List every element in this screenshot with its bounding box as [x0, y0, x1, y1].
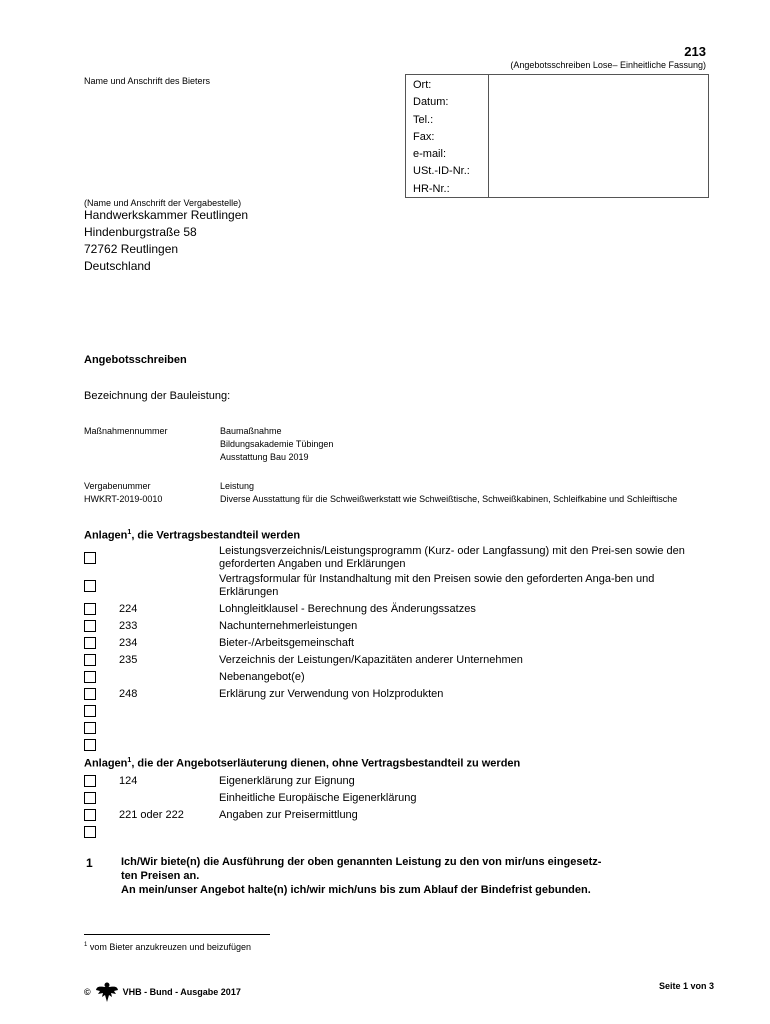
form-number-cell: 234 — [119, 637, 138, 649]
item-text: Nebenangebot(e) — [219, 671, 305, 683]
checkbox[interactable] — [84, 739, 96, 751]
massnahme-title: Baumaßnahme — [220, 426, 282, 436]
vergabe-block — [84, 480, 162, 506]
footnote-marker: 1 — [84, 942, 88, 948]
form-number-cell: 124 — [119, 775, 138, 787]
massnahme-block — [220, 425, 333, 464]
form-number-cell: 224 — [119, 603, 138, 615]
checkbox[interactable] — [84, 552, 96, 564]
checkbox[interactable] — [84, 671, 96, 683]
checkbox[interactable] — [84, 809, 96, 821]
item-text: Angaben zur Preisermittlung — [219, 809, 358, 821]
authority-line: Handwerkskammer Reutlingen — [84, 208, 249, 222]
contact-label-ustid: USt.-ID-Nr.: — [413, 165, 470, 178]
checkbox[interactable] — [84, 654, 96, 666]
checkbox[interactable] — [84, 826, 96, 838]
checkbox[interactable] — [84, 603, 96, 615]
item-text: Lohngleitklausel - Berechnung des Änderungssatzes — [219, 603, 476, 615]
form-number-cell: 248 — [119, 688, 138, 700]
footnote-text: vom Bieter anzukreuzen und beizufügen — [89, 942, 251, 952]
authority-line: 72762 Reutlingen — [84, 242, 179, 256]
declaration-line: Ich/Wir biete(n) die Ausführung der oben genannten Leistung zu den von mir/uns eingesetz- — [121, 856, 602, 868]
contact-label-tel: Tel.: — [413, 113, 434, 126]
footnote — [84, 942, 251, 952]
anlagen2-title — [84, 757, 520, 770]
vergabe-number: HWKRT-2019-0010 — [84, 494, 163, 504]
form-number: 213 — [684, 44, 706, 59]
leistung-text: Diverse Ausstattung für die Schweißwerkstatt wie Schweißtische, Schweißkabinen, Schleifkabine und Schleiftische — [220, 494, 678, 504]
checkbox[interactable] — [84, 792, 96, 804]
checkbox[interactable] — [84, 688, 96, 700]
declaration-text — [121, 855, 701, 897]
page-title: Angebotsschreiben — [84, 354, 187, 366]
checkbox[interactable] — [84, 580, 96, 592]
massnahme-line: Ausstattung Bau 2019 — [220, 452, 309, 462]
item-text: Vertragsformular für Instandhaltung mit den Preisen sowie den geforderten Anga-ben und Erklärungen — [219, 573, 655, 598]
declaration-line: An mein/unser Angebot halte(n) ich/wir mich/uns bis zum Ablauf der Bindefrist gebunden. — [121, 884, 591, 896]
footnote-divider — [84, 934, 270, 935]
item-text: Einheitliche Europäische Eigenerklärung — [219, 792, 417, 804]
authority-line: Hindenburgstraße 58 — [84, 225, 197, 239]
checkbox[interactable] — [84, 620, 96, 632]
contact-label-datum: Datum: — [413, 96, 449, 109]
copyright-sign: © — [84, 987, 91, 997]
anlagen2-footnote-ref: 1 — [127, 757, 132, 764]
massnahme-line: Bildungsakademie Tübingen — [220, 439, 334, 449]
leistung-block — [220, 480, 677, 506]
item-text: Leistungsverzeichnis/Leistungsprogramm (Kurz- oder Langfassung) mit den Prei-sen sowie den geforderten Angaben und Erklärungen — [219, 545, 685, 570]
anlagen2-title-text: Anlagen — [84, 757, 128, 770]
authority-address — [84, 207, 248, 275]
form-subtitle: (Angebotsschreiben Lose– Einheitliche Fassung) — [510, 60, 706, 70]
declaration-line: ten Preisen an. — [121, 870, 200, 882]
bidder-caption: Name und Anschrift des Bieters — [84, 76, 211, 86]
contact-box — [405, 74, 709, 198]
checkbox[interactable] — [84, 705, 96, 717]
authority-line: Deutschland — [84, 259, 151, 273]
vergabe-label: Vergabenummer — [84, 481, 151, 491]
contact-label-email: e-mail: — [413, 148, 447, 161]
declaration-number: 1 — [86, 856, 93, 870]
contact-divider — [488, 75, 489, 197]
massnahme-label: Maßnahmennummer — [84, 426, 168, 436]
federal-eagle-icon — [95, 981, 119, 1003]
authority-caption: (Name und Anschrift der Vergabestelle) — [84, 198, 242, 208]
bezeichnung-label: Bezeichnung der Bauleistung: — [84, 390, 231, 402]
anlagen1-title-text: Anlagen — [84, 529, 128, 542]
checkbox[interactable] — [84, 775, 96, 787]
form-number-cell: 233 — [119, 620, 138, 632]
item-text: Bieter-/Arbeitsgemeinschaft — [219, 637, 355, 649]
form-number-cell: 235 — [119, 654, 138, 666]
anlagen2-title-rest: , die der Angebotserläuterung dienen, ohne Vertragsbestandteil zu werden — [131, 757, 521, 770]
item-text: Verzeichnis der Leistungen/Kapazitäten anderer Unternehmen — [219, 654, 523, 666]
contact-labels — [413, 77, 470, 198]
item-text: Nachunternehmerleistungen — [219, 620, 358, 632]
footer-edition: VHB - Bund - Ausgabe 2017 — [122, 987, 241, 997]
footer-left — [84, 981, 241, 1003]
anlagen1-footnote-ref: 1 — [127, 529, 132, 536]
form-number-cell: 221 oder 222 — [119, 809, 184, 821]
contact-label-hr: HR-Nr.: — [413, 182, 450, 195]
page-number: Seite 1 von 3 — [658, 981, 714, 991]
anlagen1-title-rest: , die Vertragsbestandteil werden — [131, 529, 301, 542]
item-text: Erklärung zur Verwendung von Holzprodukten — [219, 688, 444, 700]
contact-label-ort: Ort: — [413, 79, 432, 91]
checkbox[interactable] — [84, 637, 96, 649]
contact-label-fax: Fax: — [413, 130, 435, 143]
checkbox[interactable] — [84, 722, 96, 734]
leistung-label: Leistung — [220, 481, 255, 491]
anlagen1-title — [84, 529, 300, 542]
item-text: Eigenerklärung zur Eignung — [219, 775, 355, 787]
